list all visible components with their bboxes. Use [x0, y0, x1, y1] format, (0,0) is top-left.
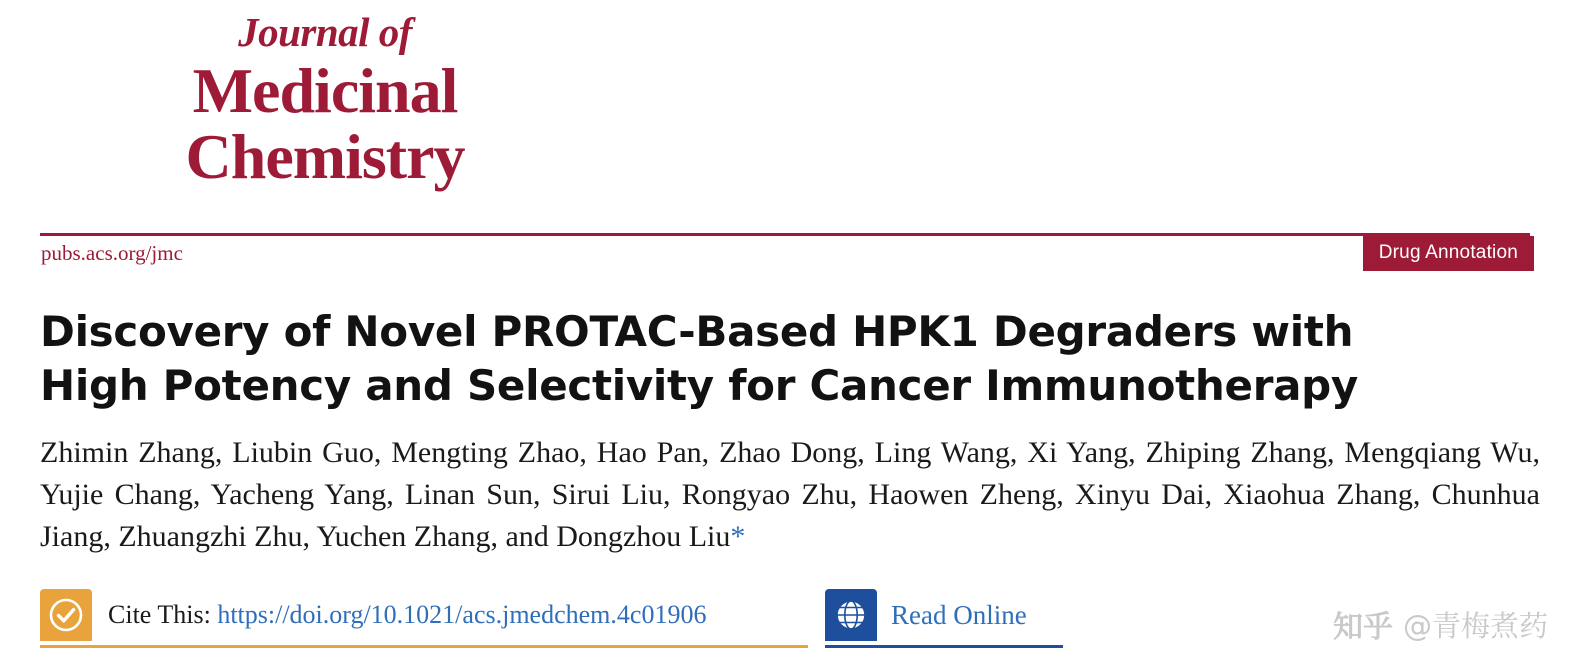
checkmark-icon: [40, 589, 92, 641]
read-online-label[interactable]: Read Online: [891, 599, 1027, 630]
watermark: [1333, 602, 1548, 646]
masthead-divider: [40, 233, 1530, 236]
read-online-block[interactable]: [825, 585, 1063, 648]
corresponding-author-marker: *: [730, 520, 746, 553]
zhihu-logo: 知乎: [1332, 610, 1393, 645]
journal-masthead: [110, 9, 540, 192]
watermark-handle: @青梅煮药: [1402, 608, 1548, 643]
journal-url[interactable]: pubs.acs.org/jmc: [41, 241, 183, 265]
journal-masthead-line2: Medicinal: [192, 55, 458, 126]
cite-and-access-bar: [40, 585, 1540, 651]
globe-icon: [825, 589, 877, 641]
author-list: Zhimin Zhang, Liubin Guo, Mengting Zhao, Hao Pan, Zhao Dong, Ling Wang, Xi Yang, Zhiping Zhang, Mengqiang Wu, Yujie Chang, Yacheng Yang, Linan Sun, Sirui Liu, Rongyao Zhu, Haowen Zheng, Xinyu Dai, Xiaohua Zhang, Chunhua Jiang, Zhuangzhi Zhu, Yuchen Zhang, and Dongzhou Liu: [40, 436, 1540, 553]
journal-masthead-line3: Chemistry: [185, 121, 465, 192]
cite-this-block: [40, 585, 808, 648]
cite-this-label: Cite This:: [108, 600, 211, 629]
document-type-badge: Drug Annotation: [1363, 236, 1534, 271]
journal-masthead-line1: Journal of: [238, 9, 412, 55]
cite-this-text: [108, 600, 706, 630]
article-authors: [40, 432, 1540, 558]
article-title: Discovery of Novel PROTAC-Based HPK1 Degraders with High Potency and Selectivity for Cancer Immunotherapy: [40, 307, 1359, 410]
cite-doi-link[interactable]: https://doi.org/10.1021/acs.jmedchem.4c01906: [217, 600, 707, 629]
